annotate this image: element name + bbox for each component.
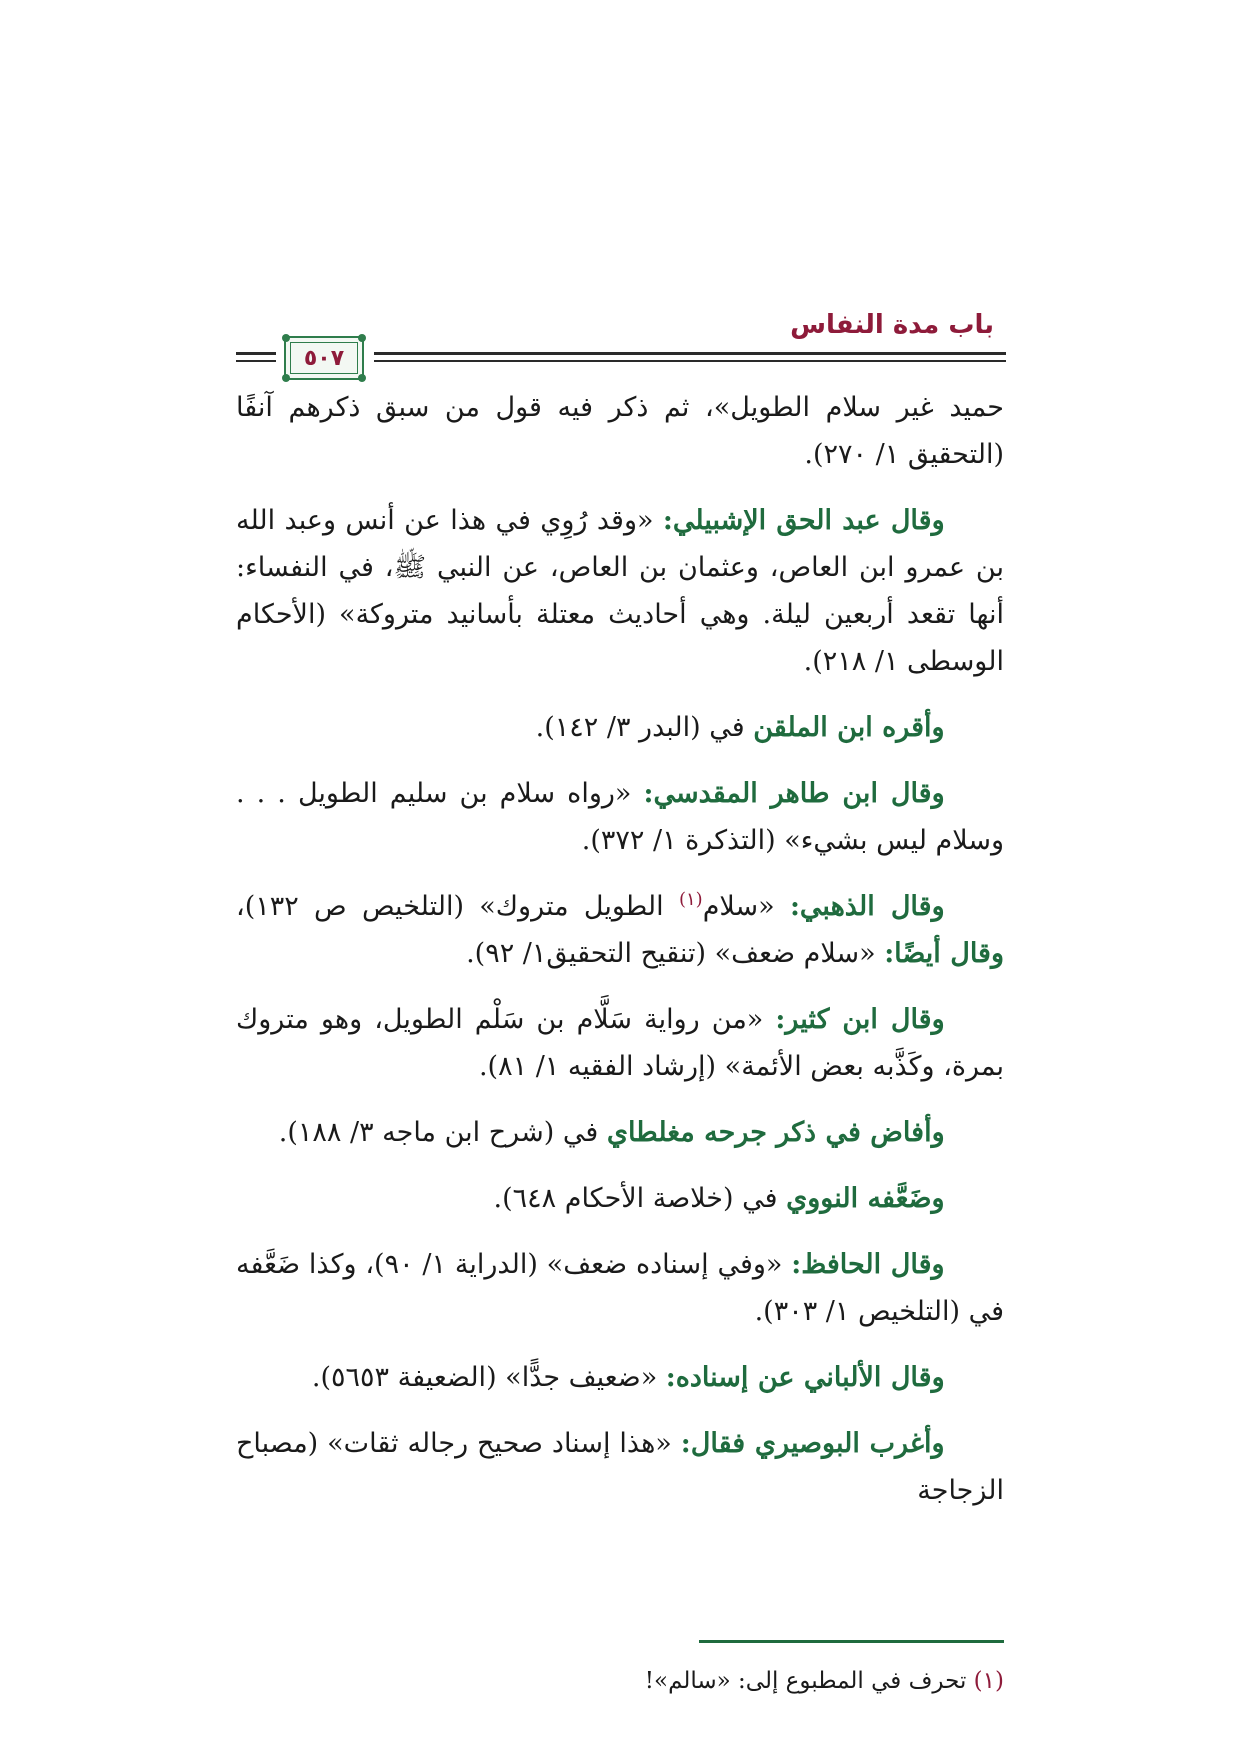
- paragraph-text: «سلام: [702, 891, 790, 922]
- paragraph-text: الطويل متروك» (التلخيص ص ١٣٢)،: [236, 891, 679, 922]
- frame-ornament-icon: [358, 334, 366, 342]
- paragraph-text: «من رواية سَلَّام بن سَلْم الطويل، وهو متروك بمرة، وكَذَّبه بعض الأئمة» (إرشاد الفقيه ١/ ٨١).: [236, 1004, 1004, 1082]
- scholar-name: وأفاض في ذكر جرحه مغلطاي: [606, 1117, 945, 1148]
- footnote-separator: [699, 1640, 1004, 1643]
- paragraph: [236, 1420, 1004, 1514]
- paragraph-text: «وقد رُوِي في هذا عن أنس وعبد الله بن عمرو ابن العاص، وعثمان بن العاص، عن النبي ﷺ، في النفساء: أنها تقعد أربعين ليلة. وهي أحاديث معتلة بأسانيد متروكة» (الأحكام الوسطى ١/ ٢١٨).: [236, 505, 1004, 677]
- paragraph-text: «ضعيف جدًّا» (الضعيفة ٥٦٥٣).: [311, 1362, 666, 1393]
- scholar-name: وقال أيضًا:: [884, 938, 1004, 969]
- paragraph: [236, 770, 1004, 864]
- paragraph: [236, 1354, 1004, 1401]
- footnote-reference: (١): [678, 889, 703, 910]
- paragraph: [236, 497, 1004, 685]
- scholar-name: وقال الألباني عن إسناده:: [665, 1362, 945, 1393]
- main-text: [236, 384, 1004, 1533]
- scholar-name: وقال ابن كثير:: [775, 1004, 945, 1035]
- scholar-name: وقال عبد الحق الإشبيلي:: [662, 505, 945, 536]
- chapter-title: باب مدة النفاس: [790, 310, 994, 340]
- header-rule-left-top: [236, 352, 276, 355]
- footnote: [236, 1664, 1004, 1698]
- scholar-name: وقال ابن طاهر المقدسي:: [643, 778, 945, 809]
- paragraph: [236, 883, 1004, 977]
- scholar-name: وقال الذهبي:: [789, 891, 945, 922]
- paragraph-text: في (البدر ٣/ ١٤٢).: [535, 712, 754, 743]
- footnote-text: تحرف في المطبوع إلى: «سالم»!: [644, 1668, 974, 1694]
- scholar-name: وأغرب البوصيري فقال:: [680, 1428, 945, 1459]
- scholar-name: وقال الحافظ:: [791, 1249, 945, 1280]
- paragraph: [236, 1175, 1004, 1222]
- paragraph-text: حميد غير سلام الطويل»، ثم ذكر فيه قول من سبق ذكرهم آنفًا (التحقيق ١/ ٢٧٠).: [236, 392, 1004, 470]
- paragraph: [236, 1241, 1004, 1335]
- frame-ornament-icon: [282, 334, 290, 342]
- header-rule-right-bottom: [374, 360, 1006, 362]
- page-number: ٥٠٧: [303, 345, 345, 371]
- frame-ornament-icon: [358, 374, 366, 382]
- paragraph-text: «هذا إسناد صحيح رجاله ثقات» (مصباح الزجاجة: [236, 1428, 1004, 1506]
- scholar-name: وأقره ابن الملقن: [753, 712, 945, 743]
- footnote-number: (١): [973, 1668, 1004, 1694]
- paragraph-text: «وفي إسناده ضعف» (الدراية ١/ ٩٠)، وكذا ضَعَّفه في (التلخيص ١/ ٣٠٣).: [236, 1249, 1004, 1327]
- page-number-frame: [284, 336, 364, 380]
- paragraph: [236, 996, 1004, 1090]
- scholar-name: وضَعَّفه النووي: [786, 1183, 945, 1214]
- paragraph-text: «رواه سلام بن سليم الطويل . . . وسلام ليس بشيء» (التذكرة ١/ ٣٧٢).: [236, 778, 1004, 856]
- frame-ornament-icon: [282, 374, 290, 382]
- paragraph: [236, 704, 1004, 751]
- header-rule-left-bottom: [236, 360, 276, 362]
- paragraph: [236, 384, 1004, 478]
- paragraph-text: «سلام ضعف» (تنقيح التحقيق١/ ٩٢).: [466, 938, 885, 969]
- paragraph-text: في (شرح ابن ماجه ٣/ ١٨٨).: [278, 1117, 607, 1148]
- paragraph: [236, 1109, 1004, 1156]
- paragraph-text: في (خلاصة الأحكام ٦٤٨).: [493, 1183, 787, 1214]
- header-rule-right-top: [374, 352, 1006, 355]
